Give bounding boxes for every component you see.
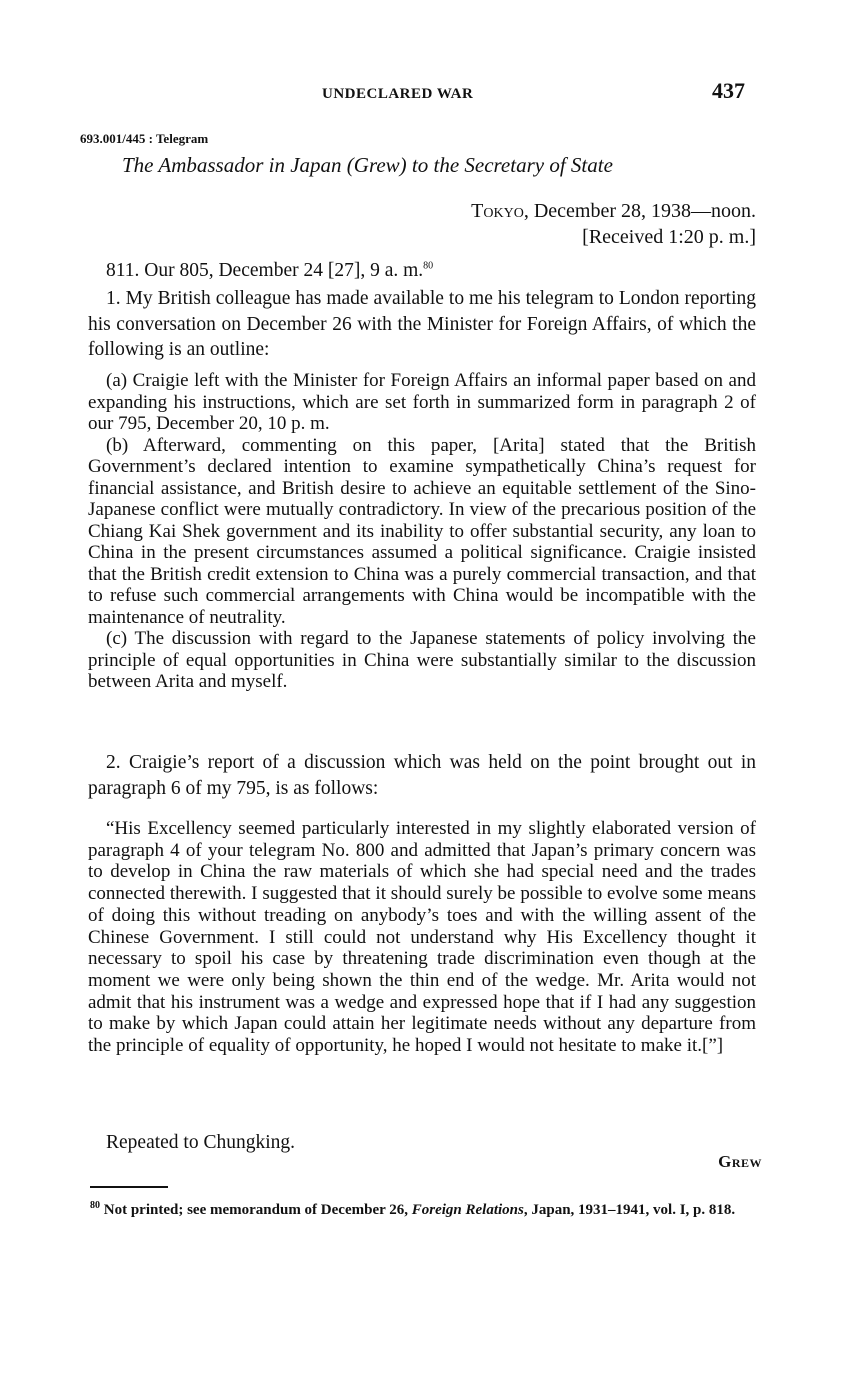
dateline-date: , December 28, 1938—noon. [523,200,756,222]
signature: Grew [718,1152,762,1171]
footnote [90,1196,762,1220]
dateline-place: Tokyo [471,200,524,222]
page-number: 437 [712,78,745,103]
paragraph-1: 1. My British colleague has made available to me his telegram to London reporting his conversation on December 26 with the Minister for Foreign Affairs, of which the following is an outline: [88,288,756,360]
repeated-note: Repeated to Chungking. [106,1132,296,1153]
message-reference [106,260,433,282]
quoted-report-block [88,818,756,1057]
footnote-text-end: , Japan, 1931–1941, vol. I, p. 818. [523,1202,736,1218]
message-reference-text: 811. Our 805, December 24 [27], 9 a. m. [106,260,424,281]
running-title: UNDECLARED WAR [322,86,474,102]
footnote-marker: 80 [423,260,434,272]
received-line: [Received 1:20 p. m.] [582,226,756,248]
paragraph-2: 2. Craigie’s report of a discussion which was held on the point brought out in paragraph 6 of my 795, is as follows: [88,752,756,799]
outline-item-b: (b) Afterward, commenting on this paper, [Arita] stated that the British Government’s declared intention to examine sympathetically China’s request for financial assistance, and British desire to achieve an equitable settlement of the Sino-Japanese conflict were mutually contradictory. In view of the precarious position of the Chiang Kai Shek government and its inability to offer substantial security, any loan to China in the present circumstances assumed a political significance. Craigie insisted that the British credit extension to China was a purely commercial transaction, and that to refuse such commercial arrangements with China would be incompatible with the maintenance of neutrality. [88,434,756,628]
outline-block [88,370,756,693]
footnote-text-start: Not printed; see memorandum of December 26, [103,1202,412,1218]
dateline [471,198,756,250]
paragraph-2-block [88,750,756,801]
dateline-line [471,198,756,224]
outline-item-a: (a) Craigie left with the Minister for Foreign Affairs an informal paper based on and expanding his instructions, which are set forth in summarized form in paragraph 2 of our 795, December 20, 10 p. m. [88,370,756,434]
paragraph-1-block [88,286,756,363]
footnote-rule [90,1186,168,1188]
footnote-number: 80 [90,1200,100,1211]
document-heading: The Ambassador in Japan (Grew) to the Secretary of State [122,153,613,177]
file-number: 693.001/445 : Telegram [80,131,209,146]
quoted-report: “His Excellency seemed particularly interested in my slightly elaborated version of paragraph 4 of your telegram No. 800 and admitted that Japan’s primary concern was to develop in China the raw materials of which she had special need and the trades connected therewith. I suggested that it should surely be possible to evolve some means of doing this without treading on anybody’s toes and with the willing assent of the Chinese Government. I still could not understand why His Excellency thought it necessary to spoil his case by threatening trade discrimination even though at the moment we were only being shown the thin end of the wedge. Mr. Arita would not admit that his instrument was a wedge and expressed hope that if I had any suggestion to make by which Japan could attain her legitimate needs without any departure from the principle of equality of opportunity, he hoped I would not hesitate to make it.[”] [88,818,756,1057]
footnote-italic-title: Foreign Relations [411,1202,524,1218]
outline-item-c: (c) The discussion with regard to the Japanese statements of policy involving the principle of equal opportunities in China were substantially similar to the discussion between Arita and myself. [88,628,756,692]
